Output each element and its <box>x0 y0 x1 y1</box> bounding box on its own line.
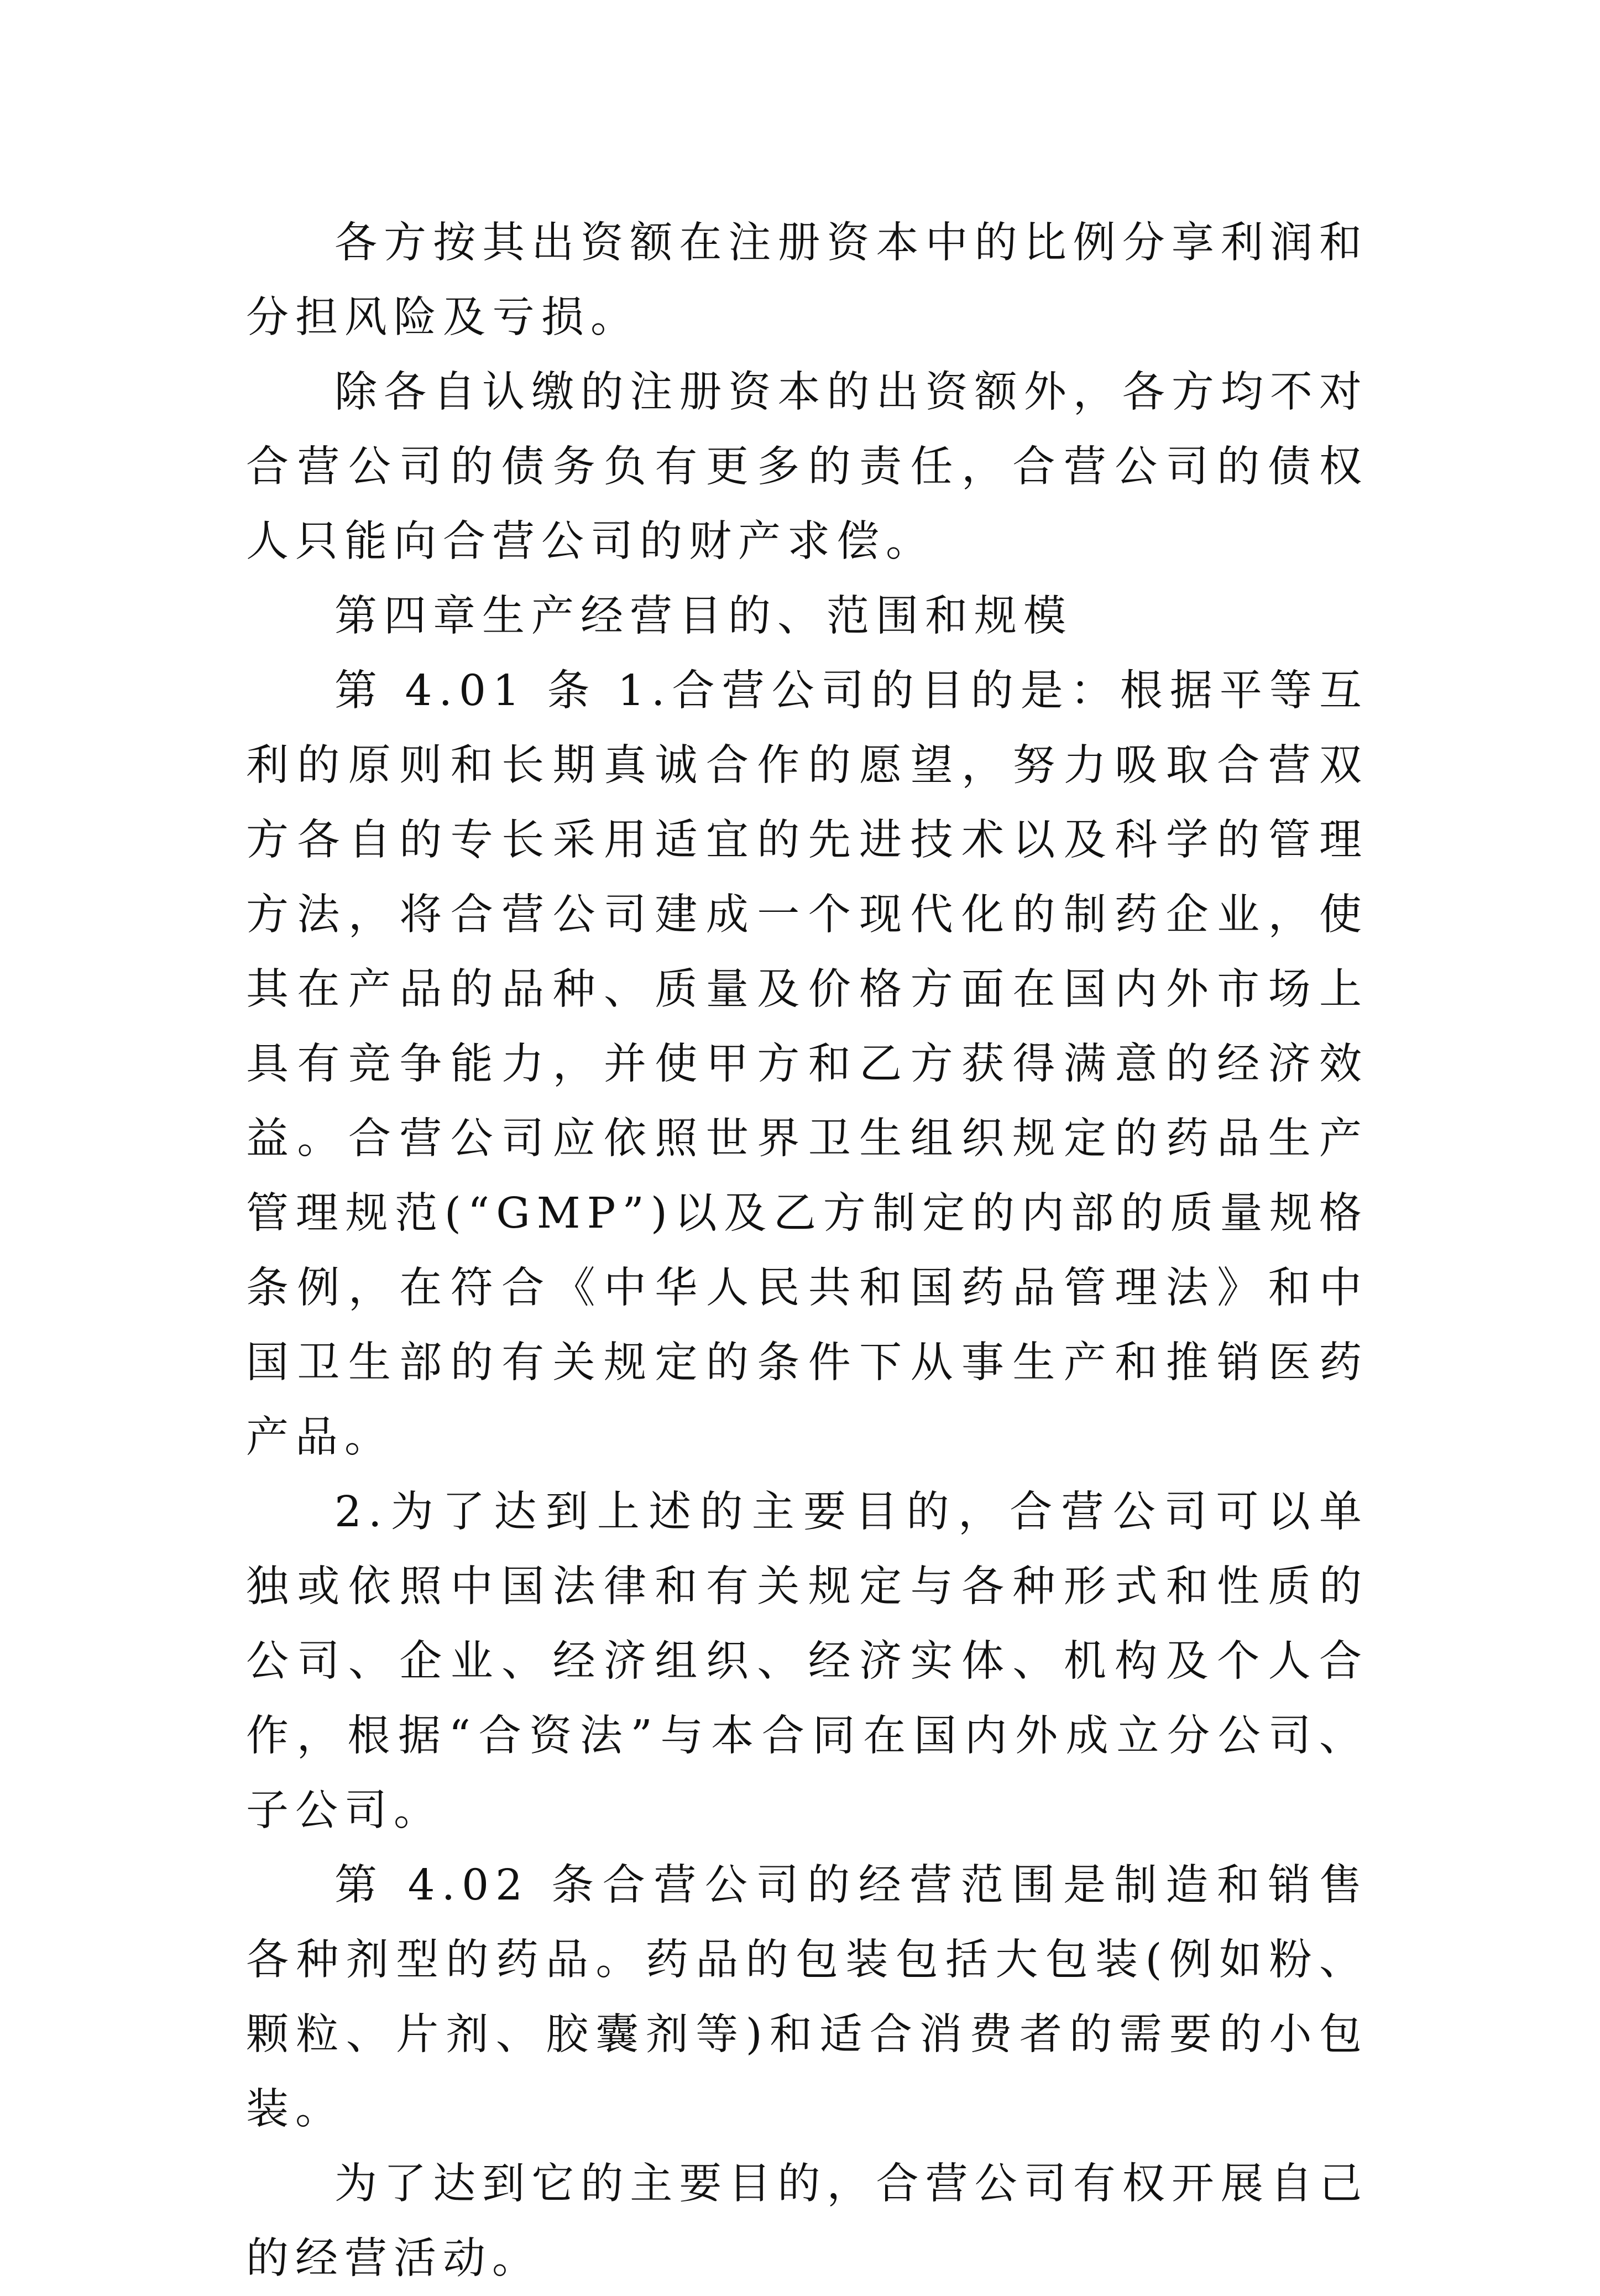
paragraph-article-4-01-item-2: 2.为了达到上述的主要目的，合营公司可以单独或依照中国法律和有关规定与各种形式和性质的公司、企业、经济组织、经济实体、机构及个人合作，根据“合资法”与本合同在国内外成立分公司、子公司。 <box>246 1488 1368 1835</box>
chapter-heading: 第四章生产经营目的、范围和规模 <box>334 592 1073 641</box>
paragraph-article-4-01: 第 4.01 条 1.合营公司的目的是：根据平等互利的原则和长期真诚合作的愿望，努力吸取合营双方各自的专长采用适宜的先进技术以及科学的管理方法，将合营公司建成一个现代化的制药企业，使其在产品的品种、质量及价格方面在国内外市场上具有竞争能力，并使甲方和乙方获得满意的经济效益。合营公司应依照世界卫生组织规定的药品生产管理规范(“GMP”)以及乙方制定的内部的质量规格条例，在符合《中华人民共和国药品管理法》和中国卫生部的有关规定的条件下从事生产和推销医药产品。 <box>246 666 1368 1462</box>
paragraph-profit-sharing: 各方按其出资额在注册资本中的比例分享利润和分担风险及亏损。 <box>246 218 1368 342</box>
paragraph-liability: 除各自认缴的注册资本的出资额外，各方均不对合营公司的债务负有更多的责任，合营公司的债权人只能向合营公司的财产求偿。 <box>246 368 1368 566</box>
paragraph-article-4-02: 第 4.02 条合营公司的经营范围是制造和销售各种剂型的药品。药品的包装包括大包装(例如粉、颗粒、片剂、胶囊剂等)和适合消费者的需要的小包装。 <box>246 1861 1368 2134</box>
paragraph-business-activities: 为了达到它的主要目的，合营公司有权开展自己的经营活动。 <box>246 2159 1368 2283</box>
document-body <box>246 206 1368 2296</box>
